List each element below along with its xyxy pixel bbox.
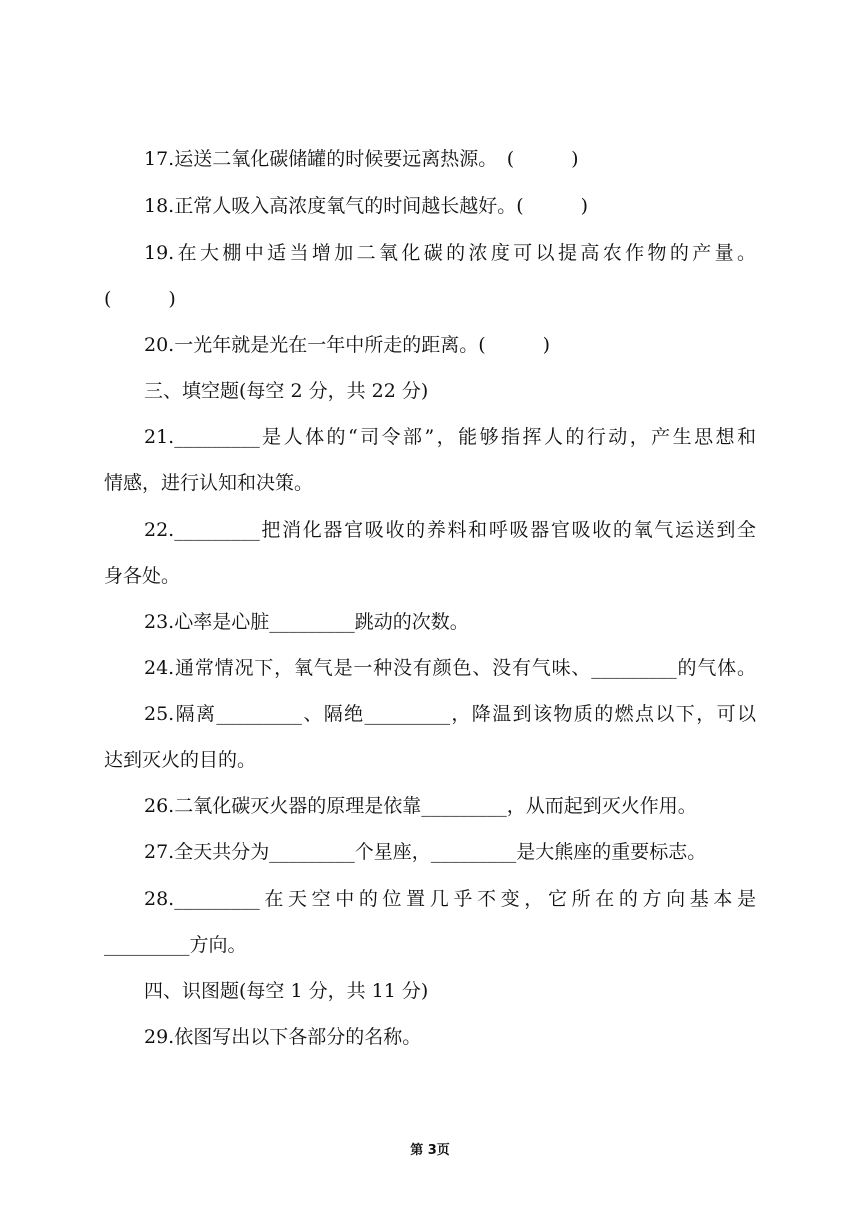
question-25-line-1: 25.隔离_________、隔绝_________，降温到该物质的燃点以下，可以 <box>144 703 756 725</box>
section-fill-blank-heading: 三、填空题(每空 2 分，共 22 分) <box>144 380 429 402</box>
question-25-line-2: 达到灭火的目的。 <box>104 749 257 771</box>
question-23: 23.心率是心脏_________跳动的次数。 <box>144 611 469 633</box>
question-29: 29.依图写出以下各部分的名称。 <box>144 1026 422 1048</box>
page-number: 第 3页 <box>410 1143 450 1158</box>
question-17: 17.运送二氧化碳储罐的时候要远离热源。 ( ) <box>144 148 579 170</box>
section-diagram-heading: 四、识图题(每空 1 分，共 11 分) <box>144 980 429 1002</box>
question-20: 20.一光年就是光在一年中所走的距离。( ) <box>144 334 551 356</box>
question-19-line-1: 19.在大棚中适当增加二氧化碳的浓度可以提高农作物的产量。 <box>144 242 756 264</box>
question-22-line-2: 身各处。 <box>104 565 181 587</box>
question-19-line-2: ( ) <box>104 288 176 310</box>
question-26: 26.二氧化碳灭火器的原理是依靠_________，从而起到灭火作用。 <box>144 795 697 817</box>
question-24: 24.通常情况下，氧气是一种没有颜色、没有气味、_________的气体。 <box>144 657 756 679</box>
question-27: 27.全天共分为_________个星座，_________是大熊座的重要标志。 <box>144 841 707 863</box>
question-28-line-1: 28._________在天空中的位置几乎不变，它所在的方向基本是 <box>144 888 756 910</box>
question-22-line-1: 22._________把消化器官吸收的养料和呼吸器官吸收的氧气运送到全 <box>144 519 756 541</box>
question-28-line-2: _________方向。 <box>104 934 247 956</box>
question-21-line-2: 情感，进行认知和决策。 <box>104 472 314 494</box>
question-21-line-1: 21._________是人体的“司令部”，能够指挥人的行动，产生思想和 <box>144 426 756 448</box>
question-18: 18.正常人吸入高浓度氧气的时间越长越好。( ) <box>144 195 589 217</box>
